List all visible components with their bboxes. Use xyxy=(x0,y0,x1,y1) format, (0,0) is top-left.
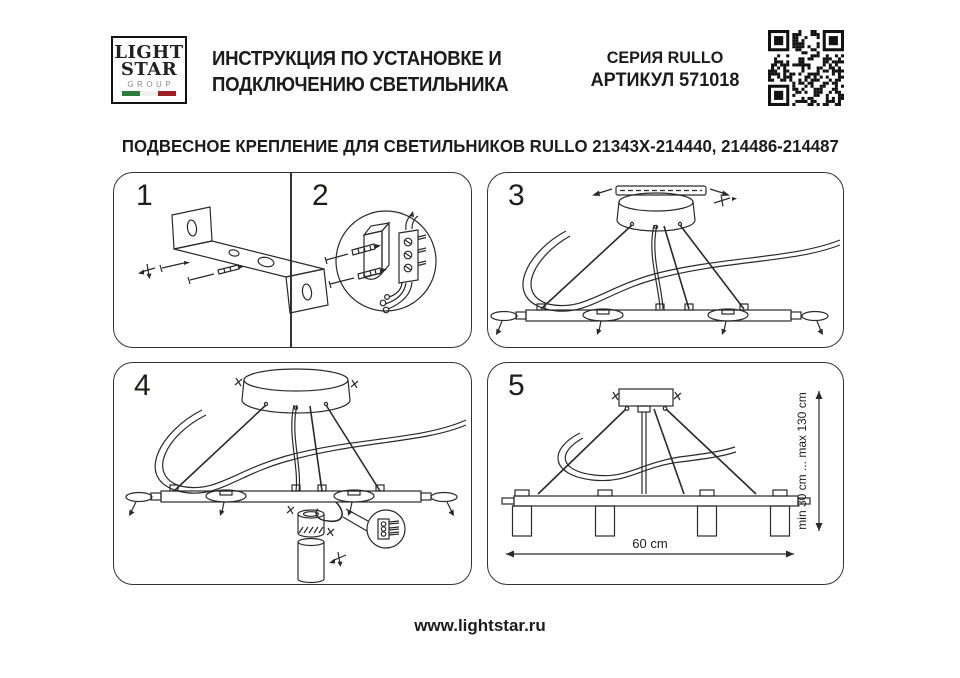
dimension-annotations xyxy=(506,391,823,558)
step-1-number: 1 xyxy=(136,179,153,212)
step-5-number: 5 xyxy=(508,369,525,402)
step-3-drawing xyxy=(488,173,845,349)
loose-cable-drawing xyxy=(558,433,736,481)
bracket-drawing xyxy=(172,207,328,313)
panel-step-4 xyxy=(113,362,472,585)
canopy-drawing xyxy=(617,193,695,231)
fixture-bar-drawing xyxy=(516,304,801,321)
connector-detail-drawing xyxy=(336,211,436,313)
subtitle: ПОДВЕСНОЕ КРЕПЛЕНИЕ ДЛЯ СВЕТИЛЬНИКОВ RULLO 21343X-214440, 214486-214487 xyxy=(121,136,839,156)
pendant-assembly-drawing xyxy=(287,502,346,583)
lightstar-logo xyxy=(111,36,187,104)
series-block xyxy=(570,47,760,92)
qr-code xyxy=(768,30,844,106)
step-1-2-drawing xyxy=(114,173,473,349)
article-number: АРТИКУЛ 571018 xyxy=(590,70,740,91)
logo-text-star: STAR xyxy=(120,59,178,80)
italian-flag-stripe xyxy=(122,91,176,96)
page-title xyxy=(212,46,508,98)
height-dimension-label: min 30 cm ... max 130 cm xyxy=(795,392,809,530)
suspension-rods-drawing xyxy=(538,409,756,494)
cylinder-shades-drawing xyxy=(513,506,790,536)
terminal-detail-circle-drawing xyxy=(343,509,405,548)
step-4-number: 4 xyxy=(134,369,151,402)
series-name: СЕРИЯ RULLO xyxy=(606,48,724,67)
canopy-box-drawing xyxy=(612,389,681,412)
mounting-strip-drawing xyxy=(592,186,737,207)
step-3-number: 3 xyxy=(508,179,525,212)
loose-cable-drawing xyxy=(155,410,466,493)
logo-text-light: LIGHT xyxy=(114,42,184,63)
step-2-number: 2 xyxy=(312,179,329,212)
title-line-2: ПОДКЛЮЧЕНИЮ СВЕТИЛЬНИКА xyxy=(212,74,509,96)
logo-text-group: GROUP xyxy=(127,80,175,89)
website-url: www.lightstar.ru xyxy=(414,616,546,635)
step-4-drawing xyxy=(114,363,473,586)
panel-step-5 xyxy=(487,362,844,585)
width-dimension-label: 60 cm xyxy=(632,536,668,551)
panel-steps-1-2 xyxy=(113,172,472,348)
shade-canopies-drawing xyxy=(491,309,828,335)
loose-cable-drawing xyxy=(523,231,840,311)
fixture-bar-drawing xyxy=(502,490,810,506)
panel-step-3 xyxy=(487,172,844,348)
step-5-drawing xyxy=(488,363,845,586)
title-line-1: ИНСТРУКЦИЯ ПО УСТАНОВКЕ И xyxy=(212,48,502,70)
